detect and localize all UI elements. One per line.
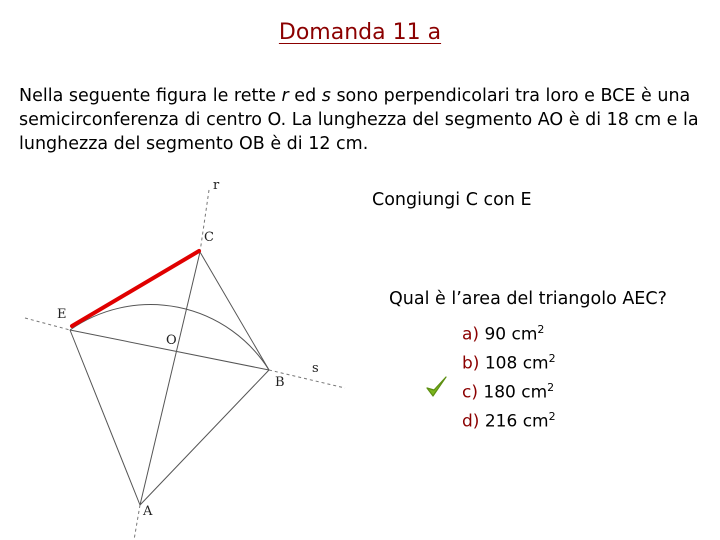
answer-exponent: 2	[537, 323, 545, 336]
answer-letter: d)	[462, 412, 480, 433]
segment-cb	[200, 252, 269, 370]
segment-ea	[70, 330, 140, 505]
answer-letter: a)	[462, 324, 480, 345]
answer-letter: b)	[462, 353, 480, 374]
answer-c[interactable]	[462, 376, 556, 405]
label-o: O	[166, 333, 177, 348]
label-b: B	[275, 375, 285, 390]
answer-text: 216 cm	[484, 412, 549, 433]
segment-ac	[140, 252, 200, 505]
answer-b[interactable]	[462, 347, 556, 376]
line-r-lower	[134, 505, 140, 540]
answer-d[interactable]	[462, 405, 556, 434]
answer-text: 90 cm	[484, 324, 538, 345]
label-s: s	[312, 361, 319, 376]
answer-exponent: 2	[547, 381, 555, 395]
instruction-text: Congiungi C con E	[372, 190, 532, 210]
segment-ce-highlight	[72, 251, 199, 326]
question-text: Qual è l’area del triangolo AEC?	[389, 289, 667, 309]
answer-list	[462, 318, 556, 435]
label-a: A	[143, 504, 153, 519]
title-text: Domanda 11 a	[278, 20, 442, 45]
segment-ba	[140, 370, 269, 505]
line-r-name: r	[281, 86, 289, 106]
intro-part2: ed	[288, 86, 322, 106]
answer-letter: c)	[462, 382, 478, 403]
label-c: C	[204, 230, 214, 245]
answer-a[interactable]	[462, 318, 556, 347]
label-r: r	[213, 178, 220, 193]
line-s-name: s	[321, 86, 331, 106]
check-mark-icon	[424, 374, 448, 400]
answer-exponent: 2	[548, 352, 556, 366]
label-e: E	[57, 307, 67, 322]
answer-exponent: 2	[548, 410, 556, 424]
answer-text: 180 cm	[483, 382, 548, 403]
intro-part3: sono perpendicolari tra loro e BCE è una semicirconferenza di centro O. La lunghezza del segmento AO è di 18 cm e la lunghezza del segmento OB è di 12 cm.	[19, 86, 699, 154]
intro-part1: Nella seguente figura le rette	[19, 86, 282, 106]
answer-text: 108 cm	[484, 353, 549, 374]
